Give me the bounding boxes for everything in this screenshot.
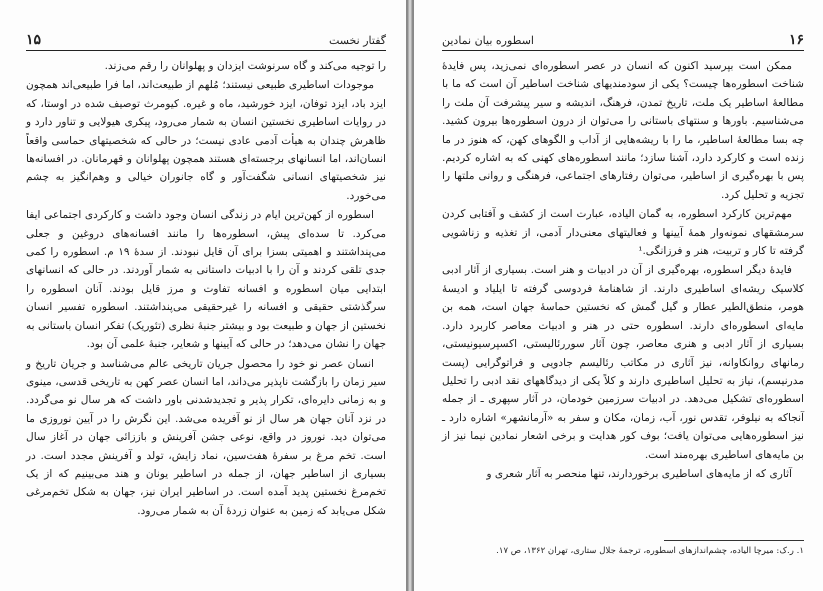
paragraph: موجودات اساطیری طبیعی نیستند؛ مُلهم از طبیعت‌اند، اما فرا طبیعی‌اند همچون ایزد باد، ایزد توفان، ایزد خورشید، ماه و غیره. کیومرث توصیف شده در اوستا، که در روایات اساطیری نخستین انسان به شمار می‌رود، پیکری هیولایی و تناور دارد و ظاهرش چندان به هیأت آدمی عادی نیست؛ در حالی که شخصیتهای حماسی واقعاً انسان‌اند، اما انسانهای برجسته‌ای هستند همچون پهلوانان و قهرمانان. در افسانه‌ها نیز شخصیتهای انسانی شگفت‌آور و گاه جانوران خیالی و وهم‌انگیز به چشم می‌خورد. xyxy=(26,79,386,202)
paragraph: انسان عصر نو خود را محصول جریان تاریخی عالم می‌شناسد و جریان تاریخ و سیر زمان را بازگشت ناپذیر می‌داند، اما انسان عصر کهن به تاریخی قدسی، مینوی و به زمانی دایره‌ای، تکرار پذیر و تجدیدشدنی باور داشت که هر سال نو می‌گردد. در نزد آنان جهان هر سال از نو آفریده می‌شد. این نگرش را در آیین نوروزی ما می‌توان دید. نوروز در واقع، نوعی جشن آفرینش و باززائی جهان در آغاز سال است. تخم مرغ بر سفرۀ هفت‌سین، نماد زایش، تولد و آفرینش مجدد است. در بسیاری از اساطیر جهان، از جمله در اساطیر یونان و هند می‌بینیم که از یک تخم‌مرغ نخستین پدید آمده است. در اساطیر ایران نیز، جهان به شکل تخم‌مرغی شکل می‌یابد که زمین به عنوان زردۀ آن به شمار می‌رود. xyxy=(26,357,386,517)
left-page-header xyxy=(26,30,386,51)
paragraph: اسطوره از کهن‌ترین ایام در زندگی انسان وجود داشت و کارکردی اجتماعی ایفا می‌کرد. تا سده‌ای پیش، اسطوره‌ها را مانند افسانه‌های دروغین و جعلی می‌پنداشتند و اهمیتی بسزا برای آن قایل نبودند. از سدۀ ۱۹ م. اسطوره را کمی جدی تلقی کردند و آن را با ادبیات داستانی به شمار آوردند. در حالی که انسانهای ابتدایی میان اسطوره و افسانه تفاوت و مرز قایل بودند. آنان اسطوره را سرگذشتی حقیقی و افسانه را غیرحقیقی می‌پنداشتند. اسطوره تفسیر انسان نخستین از جهان و طبیعت بود و بیشتر جنبۀ نظری (تئوریک) تفکر انسان باستانی به جهان را نشان می‌دهد؛ در حالی که آیینها و شعایر، جنبۀ علمی آن بود. xyxy=(26,209,386,351)
page-number: ۱۶ xyxy=(788,32,804,48)
right-page-body xyxy=(442,57,804,484)
paragraph: ممکن است بپرسید اکنون که انسان در عصر اسطوره‌ای نمی‌زید، پس فایدۀ شناخت اسطوره‌ها چیست؟ یکی از سودمندیهای شناخت اساطیر آن است که ما با مطالعۀ اساطیر یک ملت، تاریخ تمدن، فرهنگ، اندیشه و سیر پیشرفت آن ملت را می‌شناسیم. باورها و سنتهای باستانی را می‌توان از درون اسطوره‌ها بیرون کشید. چه بسا مطالعۀ اساطیر، ما را با ریشه‌هایی از آداب و الگوهای کهن، که هنوز در ما زنده است و کارکرد دارد، آشنا سازد؛ مانند اسطوره‌های کهنی که به اشاره کردیم. پس با بهره‌گیری از اساطیر، می‌توان رفتارهای اجتماعی، فرهنگی و روانی ملتها را تجزیه و تحلیل کرد. xyxy=(442,60,804,201)
footnote: ۱. ر.ک: میرچا الیاده، چشم‌اندازهای اسطوره، ترجمۀ جلال ستاری، تهران ۱۳۶۲، ص ۱۷. xyxy=(496,546,804,556)
left-page xyxy=(0,0,407,591)
running-title: گفتار نخست xyxy=(328,34,386,47)
running-title: اسطوره بیان نمادین xyxy=(442,34,534,47)
left-page-body xyxy=(26,57,386,521)
paragraph: فایدۀ دیگر اسطوره، بهره‌گیری از آن در ادبیات و هنر است. بسیاری از آثار ادبی کلاسیک ریشه‌ای اساطیری دارند. از شاهنامۀ فردوسی گرفته تا ایلیاد و ادیسۀ هومر، منطق‌الطیر عطار و گیل گمش که نخستین حماسۀ جهان است، همه بن مایه‌ای اسطوره‌ای دارند. اسطوره حتی در هنر و ادبیات معاصر کاربرد دارد. بسیاری از آثار ادبی و هنری معاصر، چون آثار سوررئالیستی، اکسپرسیونیستی، رمانهای روانکاوانه، نیز آثاری در مکاتب رئالیسم جادویی و فراتوگرایی (پست مدرنیسم)، نیاز به تحلیل اساطیری دارند و کلاً یکی از دیدگاههای نقد ادبی را تحلیل اسطوره‌ای تشکیل می‌دهد. در ادبیات سرزمین خودمان، در آثار سپهری ـ از جمله آنجاکه به نیلوفر، تقدس نور، آب، زمان، مکان و سفر به «آرمانشهر» اشاره دارد ـ نیز اسطوره‌هایی می‌توان یافت؛ بوف کور هدایت و برخی اشعار نمادین نیما نیز از بن مایه‌های اساطیری بهره‌مند است. xyxy=(442,264,804,461)
paragraph: را توجیه می‌کند و گاه سرنوشت ایزدان و پهلوانان را رقم می‌زند. xyxy=(104,60,386,72)
right-page-header xyxy=(442,30,804,51)
right-page xyxy=(413,0,823,591)
paragraph: آثاری که از مایه‌های اساطیری برخوردارند، تنها منحصر به آثار شعری و xyxy=(486,467,792,480)
footnote-divider xyxy=(664,540,804,541)
page-number: ۱۵ xyxy=(26,32,42,48)
paragraph: مهم‌ترین کارکرد اسطوره، به گمان الیاده، عبارت است از کشف و آفتابی کردن سرمشقهای نمونه‌وار همۀ آیینها و فعالیتهای معنی‌دار آدمی، از تغذیه و زناشویی گرفته تا کار و تربیت، هنر و فرزانگی.¹ xyxy=(442,208,804,258)
